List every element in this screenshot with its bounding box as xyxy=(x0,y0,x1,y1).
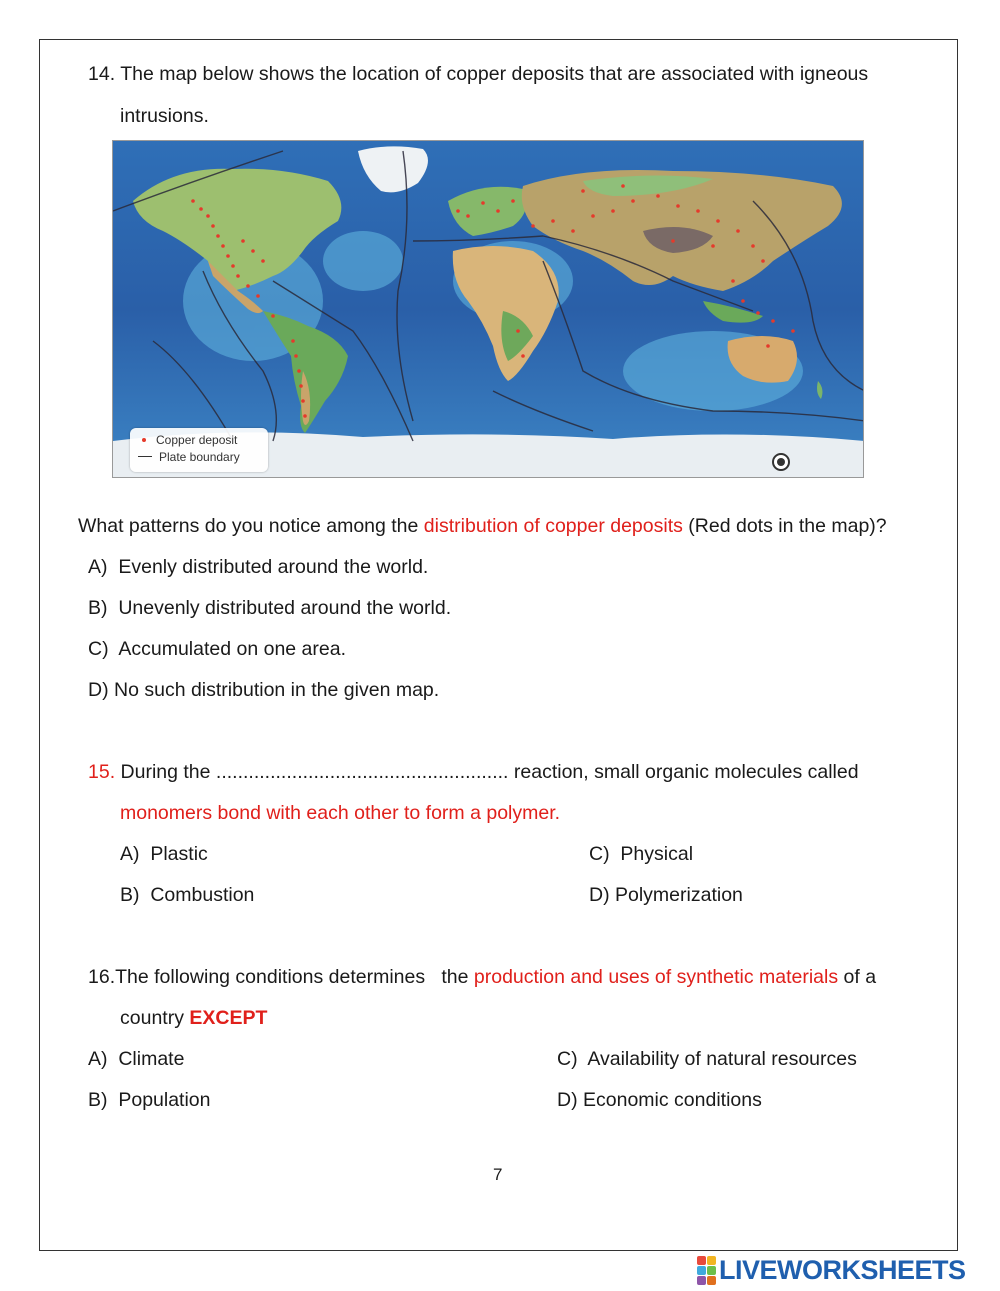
option-text: Plastic xyxy=(150,843,208,865)
q16-except: EXCEPT xyxy=(189,1007,268,1029)
option-text: Availability of natural resources xyxy=(587,1048,857,1070)
liveworksheets-logo[interactable] xyxy=(697,1255,966,1285)
legend-boundary-label: Plate boundary xyxy=(159,450,240,464)
option-letter: C) xyxy=(88,638,109,660)
map-legend xyxy=(130,428,268,472)
option-text: Climate xyxy=(118,1048,185,1070)
question-14-prompt xyxy=(78,514,887,538)
q15-option-a[interactable] xyxy=(120,842,208,866)
option-text: Polymerization xyxy=(615,884,743,906)
option-letter: B) xyxy=(120,884,140,906)
option-text: Population xyxy=(118,1089,211,1111)
question-15-line-1 xyxy=(88,760,859,784)
question-14-number: 14. xyxy=(88,63,116,85)
q14-prompt-highlight: distribution of copper deposits xyxy=(423,515,683,537)
option-letter: A) xyxy=(88,556,108,578)
liveworksheets-logo-icon xyxy=(697,1256,716,1285)
option-text: Unevenly distributed around the world. xyxy=(118,597,452,619)
q16-line2-pre: country xyxy=(120,1007,190,1029)
page-number: 7 xyxy=(493,1165,503,1184)
q15-text-post: reaction, small organic molecules called xyxy=(508,761,859,783)
q16-option-b[interactable] xyxy=(88,1088,211,1112)
question-16-line-2 xyxy=(120,1006,267,1030)
q14-option-d[interactable] xyxy=(88,678,439,702)
option-letter: A) xyxy=(120,843,140,865)
q14-option-b[interactable] xyxy=(88,596,451,620)
q16-text-pre: The following conditions determines the xyxy=(115,966,474,988)
q16-text-highlight: production and uses of synthetic materials xyxy=(473,966,839,988)
question-16-number: 16. xyxy=(88,966,116,988)
option-letter: A) xyxy=(88,1048,108,1070)
copper-dot-icon xyxy=(142,438,146,442)
option-letter: C) xyxy=(589,843,610,865)
question-16-line-1 xyxy=(88,965,876,989)
option-text: No such distribution in the given map. xyxy=(114,679,440,701)
question-14-text: The map below shows the location of copper deposits that are associated with igneous xyxy=(120,63,869,85)
option-text: Physical xyxy=(620,843,694,865)
question-14-line-2: intrusions. xyxy=(120,105,209,127)
legend-copper-label: Copper deposit xyxy=(156,433,238,447)
option-letter: C) xyxy=(557,1048,578,1070)
q16-option-c[interactable] xyxy=(557,1047,857,1071)
question-14-line-1 xyxy=(88,62,868,86)
option-letter: D) xyxy=(557,1089,578,1111)
option-letter: D) xyxy=(88,679,109,701)
legend-boundary-row xyxy=(138,450,240,464)
noaa-logo-icon xyxy=(772,453,790,471)
option-letter: D) xyxy=(589,884,610,906)
boundary-line-icon xyxy=(138,456,152,457)
q14-prompt-post: (Red dots in the map)? xyxy=(682,515,887,537)
question-15-line-2: monomers bond with each other to form a polymer. xyxy=(120,802,561,824)
q15-option-d[interactable] xyxy=(589,883,743,907)
option-letter: B) xyxy=(88,597,108,619)
q16-text-post: of a xyxy=(838,966,877,988)
q15-text-pre: During the xyxy=(120,761,216,783)
option-text: Accumulated on one area. xyxy=(118,638,346,660)
option-text: Economic conditions xyxy=(583,1089,762,1111)
q14-prompt-pre: What patterns do you notice among the xyxy=(78,515,424,537)
q14-option-a[interactable] xyxy=(88,555,428,579)
q16-option-d[interactable] xyxy=(557,1088,762,1112)
option-text: Combustion xyxy=(150,884,255,906)
q14-option-c[interactable] xyxy=(88,637,346,661)
legend-copper-row xyxy=(138,433,237,447)
option-letter: B) xyxy=(88,1089,108,1111)
liveworksheets-brand: LIVEWORKSHEETS xyxy=(719,1254,966,1285)
option-text: Evenly distributed around the world. xyxy=(118,556,429,578)
question-15-number: 15. xyxy=(88,761,116,783)
q15-option-c[interactable] xyxy=(589,842,693,866)
q15-option-b[interactable] xyxy=(120,883,254,907)
q16-option-a[interactable] xyxy=(88,1047,184,1071)
q15-blank[interactable]: ...................................................... xyxy=(215,761,509,783)
